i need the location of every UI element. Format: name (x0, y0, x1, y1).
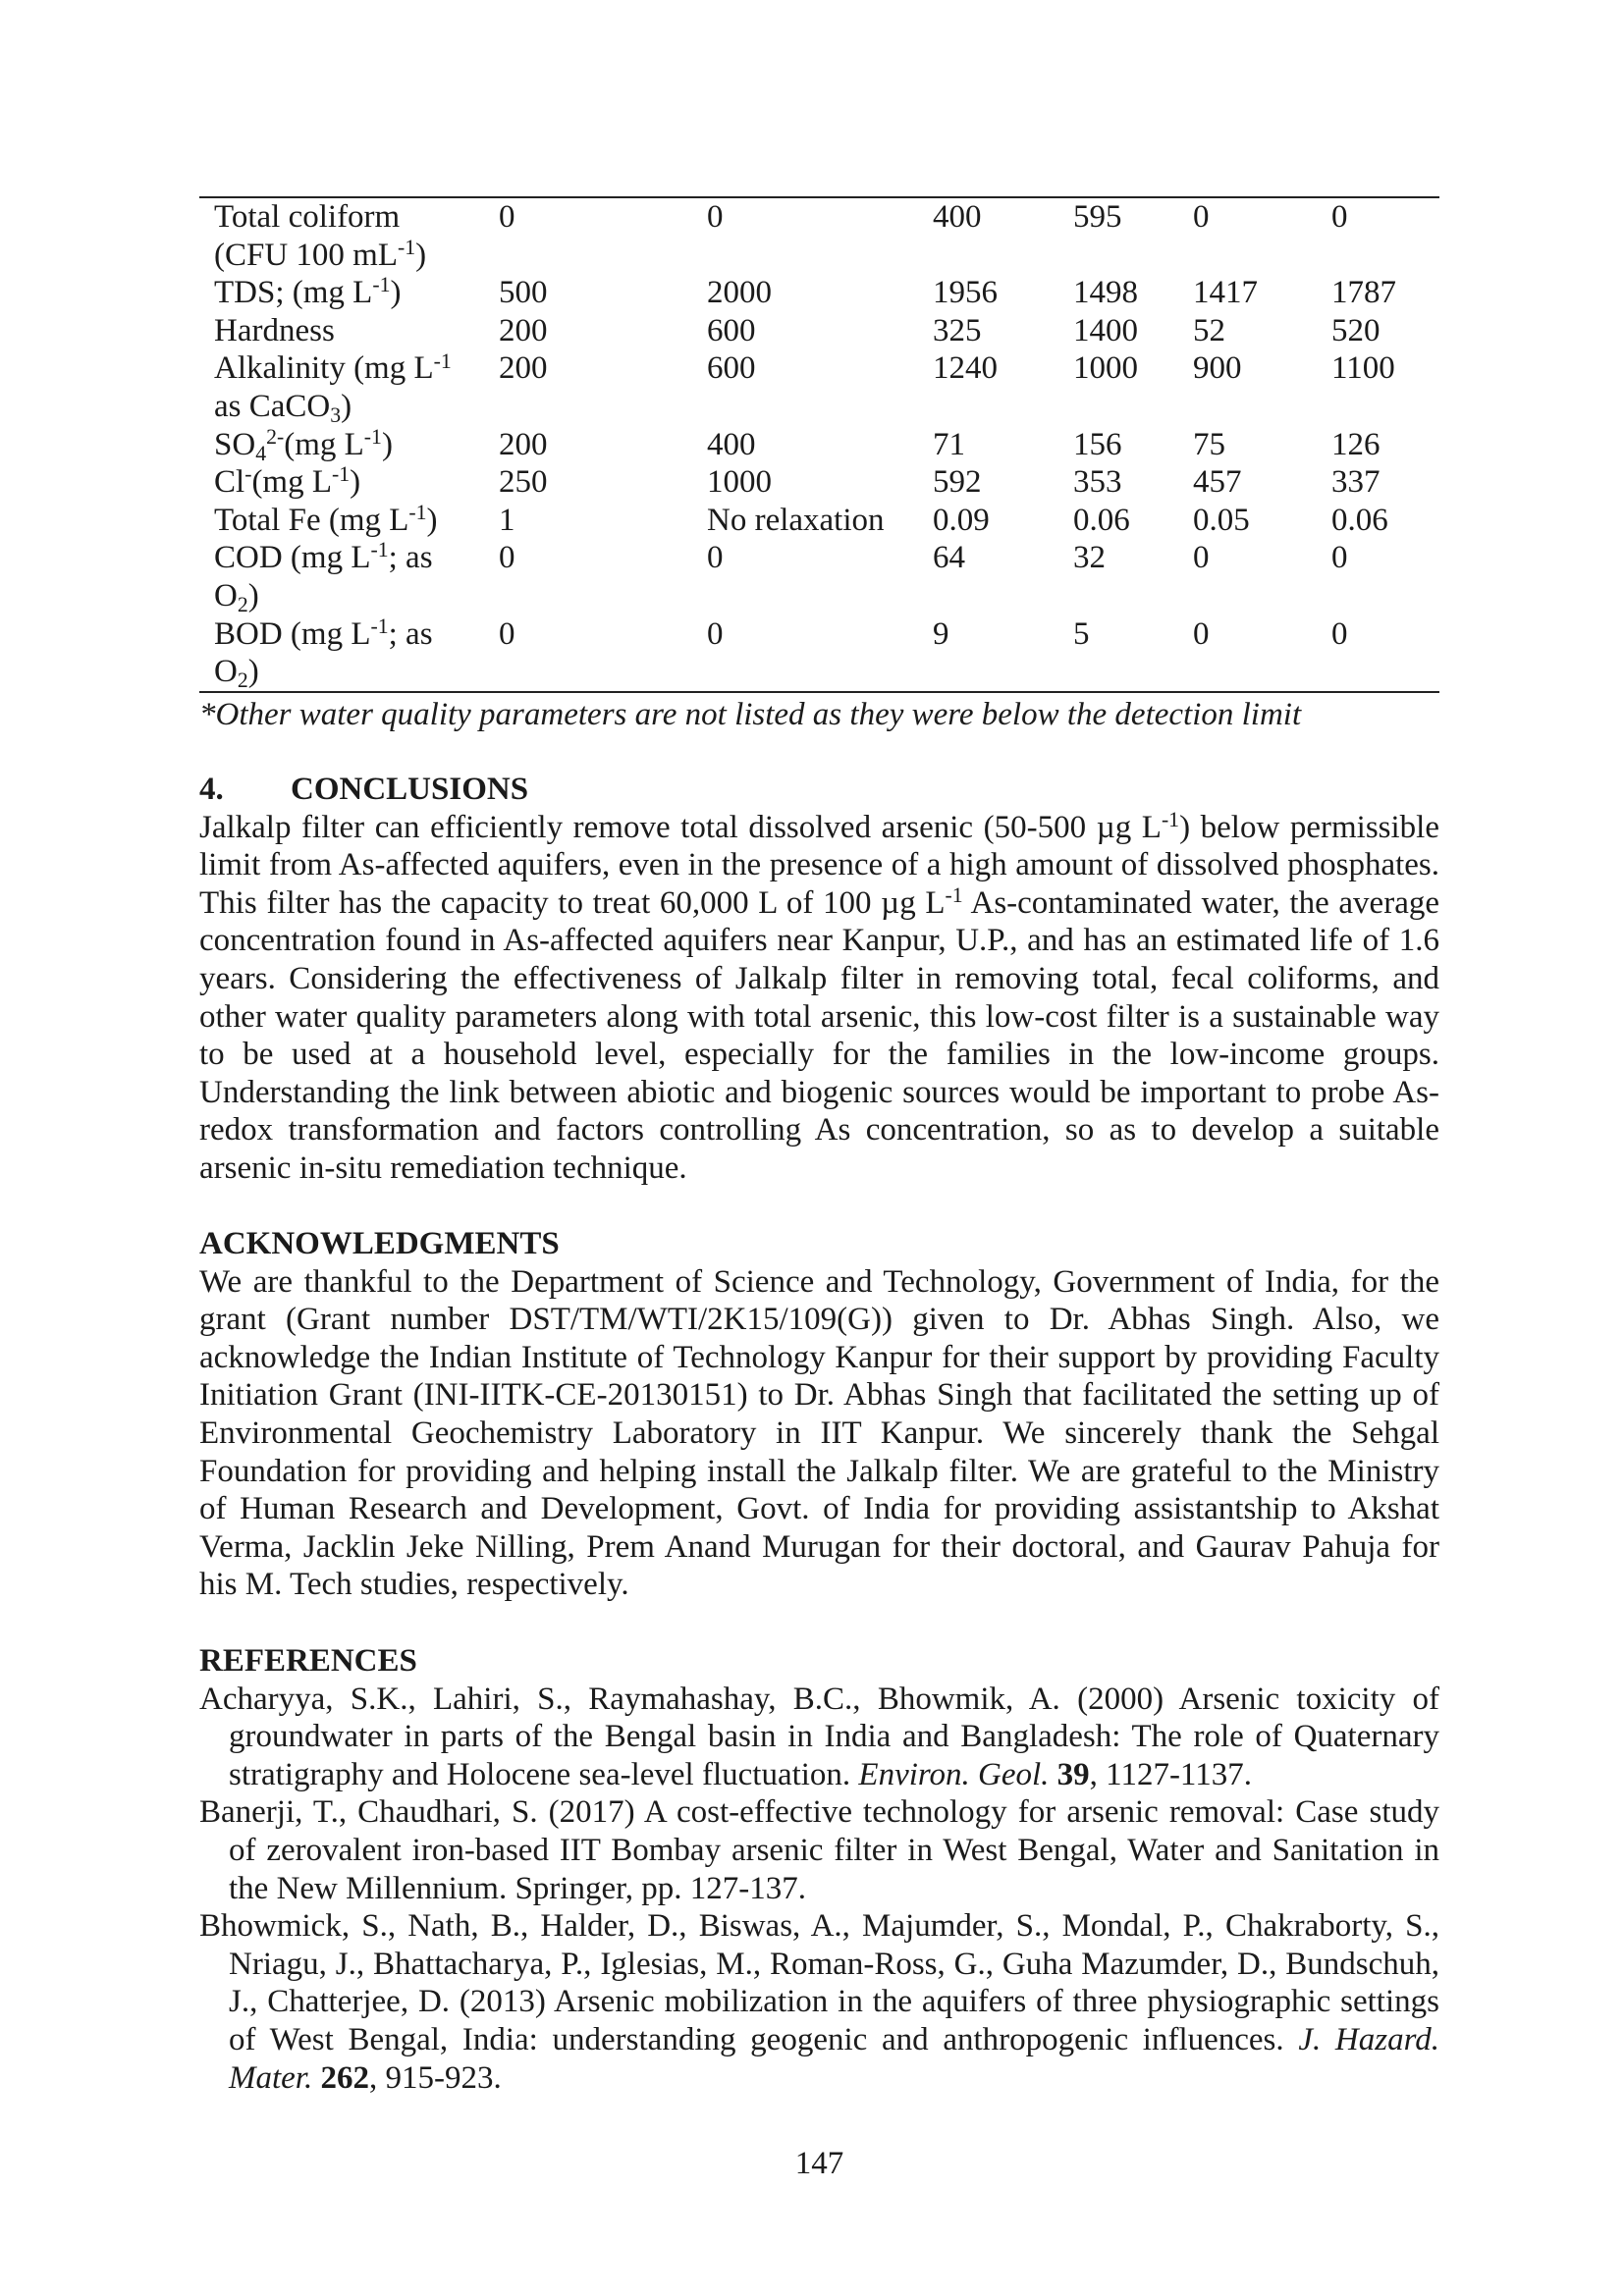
superscript: -1 (408, 500, 427, 524)
italic-text: Environ. Geol. (858, 1756, 1050, 1792)
table-value: 0 (1331, 615, 1348, 652)
superscript: - (244, 462, 252, 487)
parameter-label (199, 463, 499, 502)
table-value: 500 (499, 275, 548, 311)
reference-line: Nriagu, J., Bhattacharya, P., Iglesias, M., Roman-Ross, G., Guha Mazumder, D., Bundschuh, (229, 1946, 1439, 1982)
parameter-label (199, 274, 499, 312)
table-value: 0 (499, 615, 515, 652)
reference-line: Acharyya, S.K., Lahiri, S., Raymahashay, B.C., Bhowmik, A. (2000) Arsenic toxicity of (199, 1681, 1439, 1717)
label-line: (CFU 100 $mL^{-1}$) (214, 235, 427, 273)
reference-line: Banerji, T., Chaudhari, S. (2017) A cost-effective technology for arsenic removal: Case study (199, 1794, 1439, 1831)
italic-text: J. Hazard. (1298, 2021, 1439, 2057)
reference-line: Mater. 262, 915-923. (229, 2059, 502, 2096)
table-value: 600 (707, 312, 756, 348)
table-row (199, 312, 1439, 350)
table-value: 1240 (933, 350, 998, 387)
reference-list (199, 1681, 1439, 2098)
table-value: 75 (1193, 426, 1225, 462)
table-row (199, 463, 1439, 502)
label-line: as CaCO$_3$) (214, 388, 352, 428)
table-value: No relaxation (707, 502, 885, 538)
page-number: 147 (794, 2146, 844, 2181)
superscript: 2- (266, 424, 285, 449)
references-section (199, 1642, 1439, 2097)
superscript: -1 (372, 273, 391, 297)
paragraph-line: his M. Tech studies, respectively. (199, 1567, 629, 1603)
table-value: 250 (499, 464, 548, 501)
subscript: 3 (330, 403, 342, 428)
table-value: 1000 (707, 464, 772, 501)
reference-line: the New Millennium. Springer, pp. 127-137. (229, 1870, 807, 1906)
label-line: Hardness (214, 312, 335, 348)
subscript: 2 (237, 593, 248, 617)
table-value: 325 (933, 312, 982, 348)
table-value: 0.06 (1073, 502, 1130, 538)
label-line: TDS; (mg $L^{-1}$) (214, 273, 402, 311)
paragraph-line: other water quality parameters along with total arsenic, this low-cost filter is a sustainable way (199, 998, 1439, 1035)
table-value: 126 (1331, 426, 1380, 462)
table-value: 595 (1073, 199, 1122, 235)
conclusions-paragraph (199, 809, 1439, 1188)
table-value: 200 (499, 312, 548, 348)
table-value: 0 (1193, 540, 1210, 576)
table-row (199, 274, 1439, 312)
paragraph-line: limit from As-affected aquifers, even in the presence of a high amount of dissolved phosphates. (199, 847, 1439, 883)
acknowledgments-paragraph (199, 1263, 1439, 1604)
table-value: 2000 (707, 275, 772, 311)
table-value: 0 (1331, 540, 1348, 576)
paragraph-line: concentration found in As-affected aquifers near Kanpur, U.P., and has an estimated life of 1.6 (199, 923, 1439, 959)
superscript: -1 (1161, 807, 1180, 831)
acknowledgments-section (199, 1225, 1439, 1604)
table-value: 457 (1193, 464, 1242, 501)
reference-item (199, 1907, 1439, 2097)
table-value: 1956 (933, 275, 998, 311)
table-value: 1417 (1193, 275, 1258, 311)
parameter-label (199, 426, 499, 464)
paragraph-line: Foundation for providing and helping install the Jalkalp filter. We are grateful to the Ministry (199, 1453, 1439, 1489)
superscript: -1 (332, 462, 351, 487)
italic-text: Mater. (229, 2059, 313, 2096)
reference-item (199, 1681, 1439, 1794)
subscript: 4 (255, 441, 267, 465)
reference-line: of zerovalent iron-based IIT Bombay arsenic filter in West Bengal, Water and Sanitation in (229, 1832, 1439, 1868)
label-line: $SO_4^{2-}(mg$ $L^{-1}$) (214, 424, 393, 465)
reference-line: stratigraphy and Holocene sea-level fluctuation. Environ. Geol. 39, 1127-1137. (229, 1756, 1252, 1792)
parameter-label (199, 538, 499, 617)
table-value: 1498 (1073, 275, 1138, 311)
table-value: 0 (707, 540, 724, 576)
table-value: 900 (1193, 350, 1242, 387)
label-line: BOD (mg $L^{-1}$; as (214, 614, 433, 652)
label-line: $O_2$) (214, 654, 259, 693)
paragraph-line: Initiation Grant (INI-IITK-CE-20130151) to Dr. Abhas Singh that facilitated the setting up of (199, 1377, 1439, 1414)
reference-item (199, 1793, 1439, 1907)
paragraph-line: Environmental Geochemistry Laboratory in IIT Kanpur. We sincerely thank the Sehgal (199, 1415, 1439, 1451)
table-value: 32 (1073, 540, 1106, 576)
paragraph-line: arsenic in-situ remediation technique. (199, 1149, 687, 1186)
table-value: 520 (1331, 312, 1380, 348)
table-value: 5 (1073, 615, 1090, 652)
table-value: 400 (707, 426, 756, 462)
label-line: COD (mg $L^{-1}$; as (214, 538, 433, 576)
table-row (199, 502, 1439, 540)
table-row (199, 426, 1439, 464)
paragraph-line: of Human Research and Development, Govt. of India for providing assistantship to Akshat (199, 1491, 1439, 1527)
table-value: 592 (933, 464, 982, 501)
reference-line: Bhowmick, S., Nath, B., Halder, D., Biswas, A., Majumder, S., Mondal, P., Chakraborty, S., (199, 1908, 1439, 1945)
table-value: 0.06 (1331, 502, 1388, 538)
reference-line: of West Bengal, India: understanding geogenic and anthropogenic influences. J. Hazard. (229, 2021, 1439, 2057)
water-quality-table (199, 196, 1439, 693)
superscript: -1 (363, 424, 382, 449)
section-number: 4. (199, 772, 224, 807)
paragraph-line: Verma, Jacklin Jeke Nilling, Prem Anand Murugan for their doctoral, and Gaurav Pahuja for (199, 1528, 1439, 1565)
paragraph-line: We are thankful to the Department of Science and Technology, Government of India, for the (199, 1263, 1439, 1300)
label-line: Cl-(mg $L^{-1}$) (214, 462, 361, 501)
conclusions-section (199, 771, 1439, 1188)
paragraph-line: This filter has the capacity to treat 60,000 L of 100 µg $L^{-1}$ As-contaminated water, the average (199, 882, 1439, 921)
parameter-label (199, 502, 499, 540)
paragraph-line: Jalkalp filter can efficiently remove total dissolved arsenic (50-500 µg $L^{-1}$) below permissible (199, 807, 1439, 845)
label-line: $O_2$) (214, 577, 259, 617)
table-value: 0.05 (1193, 502, 1250, 538)
section-title: CONCLUSIONS (291, 772, 529, 807)
parameter-label (199, 312, 499, 350)
table-value: 0 (1193, 199, 1210, 235)
table-value: 71 (933, 426, 965, 462)
paragraph-line: Understanding the link between abiotic and biogenic sources would be important to probe As- (199, 1074, 1439, 1110)
paragraph-line: years. Considering the effectiveness of Jalkalp filter in removing total, fecal coliforms, and (199, 960, 1439, 996)
table-row (199, 348, 1439, 428)
table-value: 64 (933, 540, 965, 576)
table-value: 9 (933, 615, 949, 652)
table-value: 0 (499, 540, 515, 576)
table-row (199, 538, 1439, 617)
table-row (199, 615, 1439, 691)
table-value: 52 (1193, 312, 1225, 348)
table-value: 1 (499, 502, 515, 538)
section-title: ACKNOWLEDGMENTS (199, 1226, 560, 1261)
table-value: 337 (1331, 464, 1380, 501)
superscript: -1 (370, 614, 389, 638)
reference-line: groundwater in parts of the Bengal basin in India and Bangladesh: The role of Quaternary (229, 1719, 1439, 1755)
paragraph-line: grant (Grant number DST/TM/WTI/2K15/109(G)) given to Dr. Abhas Singh. Also, we (199, 1302, 1439, 1338)
table-value: 0.09 (933, 502, 990, 538)
table-value: 1400 (1073, 312, 1138, 348)
superscript: -1 (433, 348, 452, 373)
parameter-label (199, 348, 499, 428)
table-value: 0 (707, 615, 724, 652)
table-value: 600 (707, 350, 756, 387)
label-line: Total Fe (mg $L^{-1}$) (214, 500, 438, 538)
bold-text: 262 (320, 2059, 369, 2096)
table-value: 353 (1073, 464, 1122, 501)
label-line: Alkalinity (mg $L^{-1}$ (214, 348, 452, 387)
superscript: -1 (370, 538, 389, 562)
superscript: -1 (398, 235, 416, 259)
parameter-label (199, 198, 499, 274)
paragraph-line: acknowledge the Indian Institute of Technology Kanpur for their support by providing Faculty (199, 1339, 1439, 1375)
table-row (199, 198, 1439, 274)
table-footnote: *Other water quality parameters are not listed as they were below the detection limit (199, 697, 1302, 732)
superscript: -1 (945, 882, 963, 907)
parameter-label (199, 615, 499, 691)
reference-line: J., Chatterjee, D. (2013) Arsenic mobilization in the aquifers of three physiographic settings (229, 1984, 1439, 2020)
table-value: 200 (499, 426, 548, 462)
table-value: 156 (1073, 426, 1122, 462)
table-value: 0 (707, 199, 724, 235)
table-value: 0 (1193, 615, 1210, 652)
section-title: REFERENCES (199, 1643, 417, 1679)
table-value: 1000 (1073, 350, 1138, 387)
table-value: 400 (933, 199, 982, 235)
section-heading (199, 771, 1439, 809)
label-line: Total coliform (214, 199, 401, 235)
table-value: 1787 (1331, 275, 1396, 311)
table-value: 200 (499, 350, 548, 387)
paragraph-line: to be used at a household level, especially for the families in the low-income groups. (199, 1037, 1439, 1073)
paragraph-line: redox transformation and factors controlling As concentration, so as to develop a suitable (199, 1112, 1439, 1148)
subscript: 2 (237, 668, 248, 693)
bold-text: 39 (1056, 1756, 1090, 1792)
table-value: 1100 (1331, 350, 1395, 387)
table-value: 0 (1331, 199, 1348, 235)
table-value: 0 (499, 199, 515, 235)
